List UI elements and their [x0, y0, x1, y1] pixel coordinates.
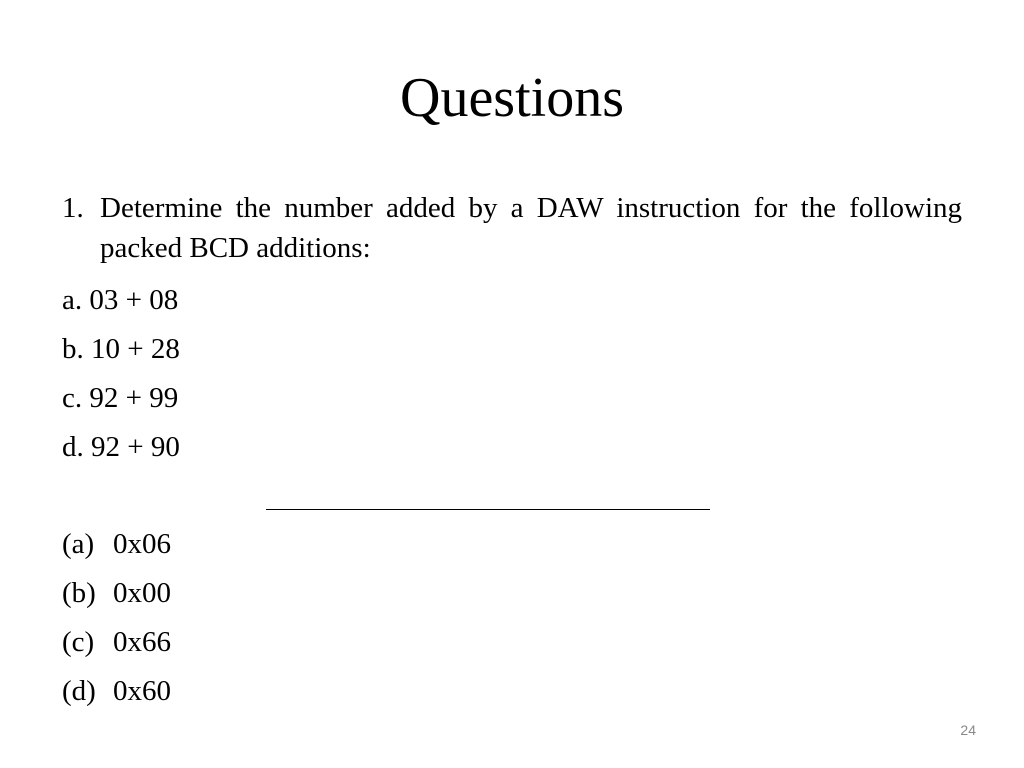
question-block	[62, 188, 962, 472]
answer-item-c	[62, 618, 171, 667]
option-item-d: d. 92 + 90	[62, 431, 180, 463]
option-item-c: c. 92 + 99	[62, 382, 179, 414]
answer-label: (c)	[62, 626, 95, 658]
answer-label: (d)	[62, 675, 96, 707]
answer-value: 0x06	[113, 528, 171, 560]
answer-divider	[266, 489, 710, 510]
answer-list	[62, 520, 171, 716]
answer-item-b	[62, 569, 171, 618]
answer-label: (b)	[62, 577, 96, 609]
slide-number: 24	[960, 722, 976, 738]
option-item-a: a. 03 + 08	[62, 284, 179, 316]
answer-value: 0x66	[113, 626, 171, 658]
slide-title: Questions	[400, 67, 624, 129]
question-text: Determine the number added by a DAW instruction for the following packed BCD additions:	[100, 192, 962, 264]
option-item-b: b. 10 + 28	[62, 333, 180, 365]
option-list	[62, 276, 962, 472]
question-prompt	[62, 188, 962, 268]
answer-item-a	[62, 520, 171, 569]
question-number: 1.	[62, 192, 84, 224]
answer-value: 0x60	[113, 675, 171, 707]
answer-label: (a)	[62, 528, 95, 560]
answer-item-d	[62, 667, 171, 716]
answer-value: 0x00	[113, 577, 171, 609]
